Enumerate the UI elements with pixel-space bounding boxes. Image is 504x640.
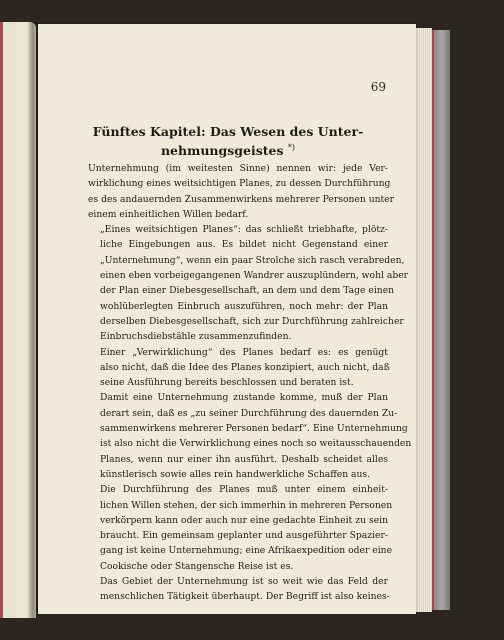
text-line: verkörpern kann oder auch nur eine gedachte Einheit zu sein xyxy=(100,514,388,526)
text-line: menschlichen Tätigkeit überhaupt. Der Begriff ist also keines- xyxy=(100,591,390,603)
book-page xyxy=(38,24,416,614)
footnote-marker: *) xyxy=(287,143,296,152)
heading-line-2 xyxy=(78,140,378,159)
body-text xyxy=(88,161,412,605)
text-line: ist also nicht die Verwirklichung eines noch so weitausschauenden xyxy=(100,438,412,450)
text-line: wirklichung eines weitsichtigen Planes, zu dessen Durchführung xyxy=(88,178,391,190)
text-line: Einbruchsdiebstähle zusammenzufinden. xyxy=(100,331,292,343)
text-line: einen eben vorbeigegangenen Wandrer auszuplündern, wohl aber xyxy=(100,270,409,282)
text-line: wohlüberlegten Einbruch auszuführen, noch mehr: der Plan xyxy=(100,300,388,312)
text-line: gang ist keine Unternehmung; eine Afrikaexpedition oder eine xyxy=(100,545,393,557)
paragraph xyxy=(88,390,412,482)
text-line: künstlerisch sowie alles rein handwerkliche Schaffen aus. xyxy=(100,468,371,480)
red-page-edge xyxy=(0,22,3,618)
book-cover-edge xyxy=(432,30,450,610)
paragraph xyxy=(88,161,395,222)
text-line: Damit eine Unternehmung zustande komme, muß der Plan xyxy=(100,392,388,404)
text-line: seine Ausführung bereits beschlossen und beraten ist. xyxy=(100,377,354,389)
text-line: Unternehmung (im weitesten Sinne) nennen wir: jede Ver- xyxy=(88,163,388,174)
text-line: lichen Willen stehen, der sich immerhin in mehreren Personen xyxy=(100,499,393,511)
text-line: Die Durchführung des Planes muß unter einem einheit- xyxy=(100,484,388,496)
text-line: „Eines weitsichtigen Planes“: das schließt triebhafte, plötz- xyxy=(100,224,388,236)
heading-line-1: Fünftes Kapitel: Das Wesen des Unter- xyxy=(92,124,364,139)
text-line: derart sein, daß es „zu seiner Durchführung des dauernden Zu- xyxy=(100,407,398,419)
text-line: Planes, wenn nur einer ihn ausführt. Deshalb scheidet alles xyxy=(100,453,388,465)
heading-line-2-text: nehmungsgeistes xyxy=(160,143,284,159)
paragraph xyxy=(88,482,393,574)
text-line: sammenwirkens mehrerer Personen bedarf“. Eine Unternehmung xyxy=(100,423,408,435)
paragraph xyxy=(88,222,409,344)
chapter-heading xyxy=(78,124,378,159)
text-line: liche Eingebungen aus. Es bildet nicht Gegenstand einer xyxy=(100,239,388,251)
text-line: Einer „Verwirklichung“ des Planes bedarf es: es genügt xyxy=(100,346,388,358)
paragraph xyxy=(88,574,388,605)
text-line: derselben Diebesgesellschaft, sich zur Durchführung zahlreicher xyxy=(100,315,404,327)
text-line: der Plan einer Diebesgesellschaft, an dem und dem Tage einen xyxy=(100,285,395,297)
page-stack-edges xyxy=(416,28,432,612)
text-line: einem einheitlichen Willen bedarf. xyxy=(88,208,249,220)
book-gutter xyxy=(28,22,38,618)
text-line: Das Gebiet der Unternehmung ist so weit wie das Feld der xyxy=(100,576,388,588)
paragraph xyxy=(88,345,388,391)
page-number: 69 xyxy=(370,80,386,94)
text-line: „Unternehmung“, wenn ein paar Strolche sich rasch verabreden, xyxy=(100,254,405,266)
text-line: es des andauernden Zusammenwirkens mehrerer Personen unter xyxy=(88,193,395,205)
text-line: braucht. Ein gemeinsam geplanter und ausgeführter Spazier- xyxy=(100,530,388,542)
text-line: Cookische oder Stangensche Reise ist es. xyxy=(100,560,294,572)
text-line: also nicht, daß die Idee des Planes konzipiert, auch nicht, daß xyxy=(100,361,390,373)
